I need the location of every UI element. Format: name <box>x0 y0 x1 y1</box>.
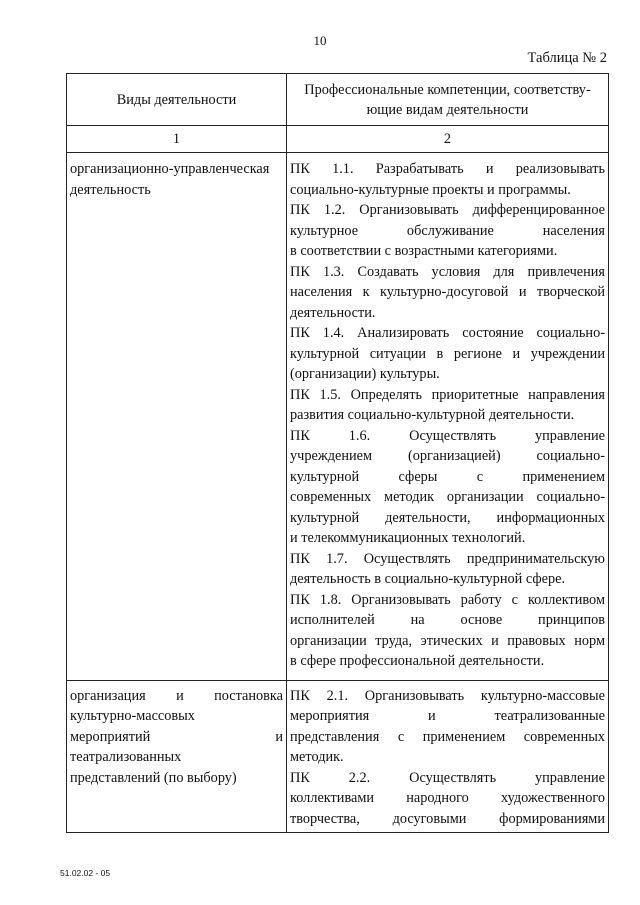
competency-line: ПК 1.8. Организовывать работу с коллективом <box>290 591 605 608</box>
competency-line: и телекоммуникационных технологий. <box>290 530 526 547</box>
header-activity-types: Виды деятельности <box>67 74 287 126</box>
column-number-row <box>67 126 609 153</box>
competency-line: культурной сферы с применением <box>290 468 605 485</box>
table-header-row <box>67 74 609 126</box>
table-row <box>67 680 609 832</box>
competency-line: деятельность в социально-культурной сфере. <box>290 571 566 588</box>
column-number: 2 <box>287 126 609 153</box>
competency-line: деятельности. <box>290 304 376 321</box>
activity-line: деятельность <box>70 181 151 198</box>
table-label: Таблица № 2 <box>527 50 607 66</box>
competency-line: ПК 1.6. Осуществлять управление <box>290 427 605 444</box>
competency-line: ПК 1.1. Разрабатывать и реализовывать <box>290 161 605 178</box>
competency-line: ПК 1.3. Создавать условия для привлечения <box>290 263 605 280</box>
competency-line: культурное обслуживание населения <box>290 222 605 239</box>
activity-line: мероприятий и <box>70 728 283 745</box>
competency-line: исполнителей на основе принципов <box>290 612 605 629</box>
page-number: 10 <box>313 33 327 48</box>
competency-line: населения к культурно-досуговой и творческой <box>290 284 605 301</box>
competency-line: учреждением (организацией) социально- <box>290 448 605 465</box>
competency-line: организации труда, этических и правовых норм <box>290 632 605 649</box>
competency-line: ПК 2.2. Осуществлять управление <box>290 769 605 786</box>
header-competencies-line: Профессиональные компетенции, соответству- <box>304 81 591 98</box>
table-row <box>67 153 609 681</box>
competency-line: ПК 1.4. Анализировать состояние социально- <box>290 325 605 342</box>
header-competencies-line: ющие видам деятельности <box>366 101 529 118</box>
competency-line: ПК 2.1. Организовывать культурно-массовые <box>290 687 605 704</box>
competency-line: ПК 1.7. Осуществлять предпринимательскую <box>290 550 605 567</box>
competency-line: мероприятия и театрализованные <box>290 708 605 725</box>
competency-cell <box>287 153 609 681</box>
header-competencies <box>287 74 609 126</box>
activity-cell <box>67 680 287 832</box>
activity-cell <box>67 153 287 681</box>
activity-line: организационно-управленческая <box>70 161 270 178</box>
competency-line: культурной деятельности, информационных <box>290 509 605 526</box>
footer-code: 51.02.02 - 05 <box>60 868 111 878</box>
competency-line: культурной ситуации в регионе и учреждении <box>290 345 605 362</box>
activity-line: культурно-массовых <box>70 708 195 725</box>
competency-table <box>66 73 609 833</box>
activity-line: организация и постановка <box>70 687 283 704</box>
competency-line: в соответствии с возрастными категориями. <box>290 243 558 260</box>
competency-line: ПК 1.2. Организовывать дифференцированное <box>290 202 605 219</box>
competency-line: в сфере профессиональной деятельности. <box>290 653 545 670</box>
competency-line: творчества, досуговыми формированиями <box>290 810 605 827</box>
column-number: 1 <box>67 126 287 153</box>
activity-line: представлений (по выбору) <box>70 769 237 786</box>
competency-line: развития социально-культурной деятельности. <box>290 407 575 424</box>
competency-line: методик. <box>290 749 344 766</box>
competency-line: коллективами народного художественного <box>290 790 605 807</box>
competency-line: представления с применением современных <box>290 728 605 745</box>
competency-line: современных методик организации социально- <box>290 489 605 506</box>
competency-line: (организации) культуры. <box>290 366 440 383</box>
competency-line: социально-культурные проекты и программы. <box>290 181 571 198</box>
competency-cell <box>287 680 609 832</box>
activity-line: театрализованных <box>70 749 182 766</box>
competency-line: ПК 1.5. Определять приоритетные направления <box>290 386 605 403</box>
